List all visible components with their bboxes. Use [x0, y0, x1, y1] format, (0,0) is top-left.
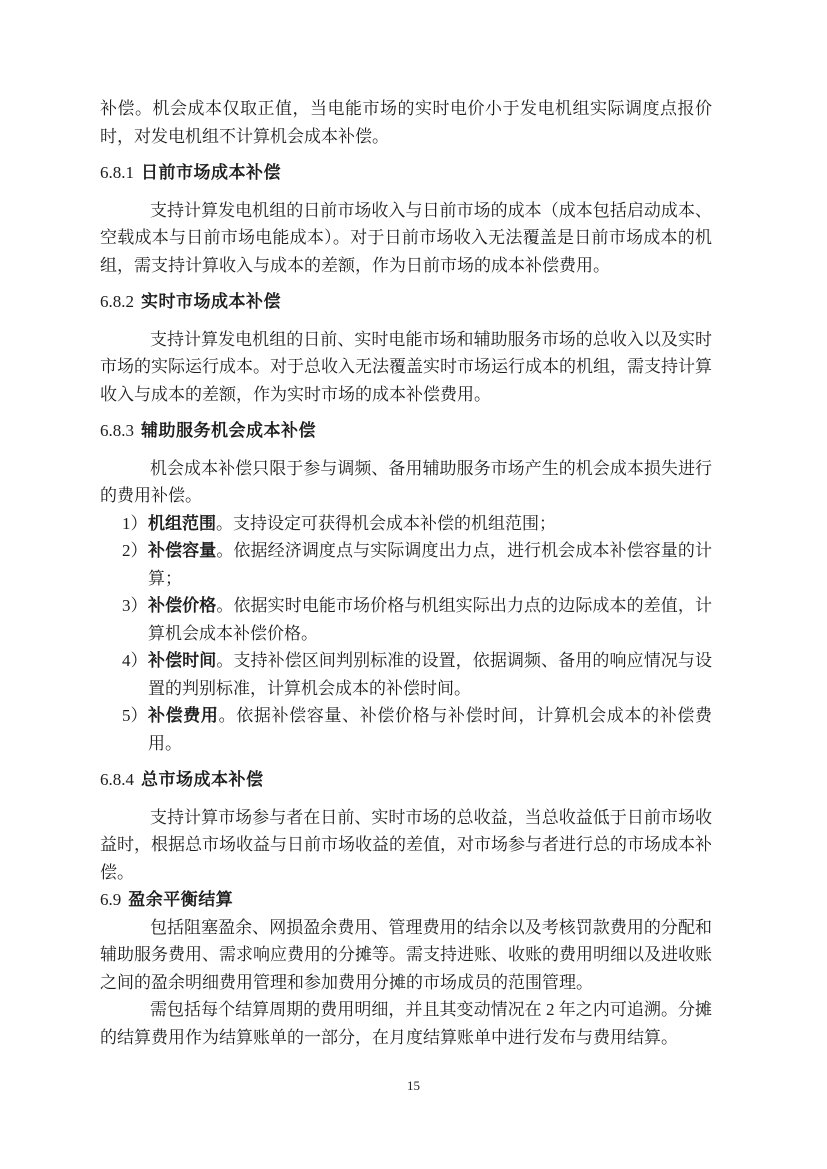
section-number: 6.8.3 [100, 421, 134, 440]
section-heading-6-8-4 [100, 766, 712, 794]
document-content [100, 95, 712, 1051]
list-item-term: 补偿费用 [148, 706, 219, 725]
list-item-text: 。依据补偿容量、补偿价格与补偿时间，计算机会成本的补偿费用。 [148, 706, 713, 753]
section-heading-6-8-3 [100, 417, 712, 445]
list-item-number: 3） [122, 596, 148, 615]
section-number: 6.9 [100, 890, 122, 909]
list-item-text: 。依据经济调度点与实际调度出力点，进行机会成本补偿容量的计算； [148, 541, 712, 588]
list-item-number: 5） [122, 706, 148, 725]
section-6-9-paragraph-1: 包括阻塞盈余、网损盈余费用、管理费用的结余以及考核罚款费用的分配和辅助服务费用、需求响应费用的分摊等。需支持进账、收账的费用明细以及进收账之间的盈余明细费用管理和参加费用分摊的市场成员的范围管理。 [100, 917, 712, 992]
list-item-term: 补偿价格 [148, 596, 217, 615]
section-title: 总市场成本补偿 [141, 770, 264, 789]
intro-paragraph: 补偿。机会成本仅取正值，当电能市场的实时电价小于发电机组实际调度点报价时，对发电机组不计算机会成本补偿。 [100, 99, 712, 146]
list-item [100, 702, 712, 757]
list-item [100, 537, 712, 592]
list-item [100, 510, 712, 538]
list-item [100, 592, 712, 647]
section-number: 6.8.4 [100, 770, 134, 789]
list-item-number: 4） [122, 651, 148, 670]
list-item-number: 1） [122, 513, 148, 533]
page-number: 15 [407, 1078, 420, 1093]
list-item-text: 。依据实时电能市场价格与机组实际出力点的边际成本的差值，计算机会成本补偿价格。 [148, 596, 712, 643]
section-heading-6-8-2 [100, 288, 712, 316]
section-6-8-4-paragraph: 支持计算市场参与者在日前、实时市场的总收益，当总收益低于日前市场收益时，根据总市场收益与日前市场收益的差值，对市场参与者进行总的市场成本补偿。 [100, 807, 712, 882]
section-6-8-1-paragraph: 支持计算发电机组的日前市场收入与日前市场的成本（成本包括启动成本、空载成本与日前市场电能成本）。对于日前市场收入无法覆盖是日前市场成本的机组，需支持计算收入与成本的差额，作为日前市场的成本补偿费用。 [100, 200, 712, 275]
section-title: 日前市场成本补偿 [141, 163, 281, 182]
page-footer [0, 1078, 827, 1094]
section-title: 盈余平衡结算 [128, 890, 234, 909]
list-item [100, 647, 712, 702]
section-6-9-paragraph-2: 需包括每个结算周期的费用明细，并且其变动情况在 2 年之内可追溯。分摊的结算费用作为结算账单的一部分，在月度结算账单中进行发布与费用结算。 [100, 1000, 712, 1047]
section-6-8-3-paragraph: 机会成本补偿只限于参与调频、备用辅助服务市场产生的机会成本损失进行的费用补偿。 [100, 458, 712, 505]
list-item-term: 补偿容量 [148, 541, 217, 560]
numbered-list [100, 510, 712, 758]
section-heading-6-8-1 [100, 159, 712, 187]
section-number: 6.8.1 [100, 163, 134, 182]
list-item-number: 2） [122, 541, 148, 560]
section-title: 辅助服务机会成本补偿 [141, 421, 316, 440]
list-item-text: 。支持补偿区间判别标准的设置，依据调频、备用的响应情况与设置的判别标准，计算机会成本的补偿时间。 [148, 651, 712, 698]
list-item-term: 补偿时间 [148, 651, 217, 670]
list-item-term: 机组范围 [148, 513, 216, 533]
list-item-text: 。支持设定可获得机会成本补偿的机组范围； [216, 513, 556, 533]
section-heading-6-9 [100, 886, 712, 914]
section-number: 6.8.2 [100, 292, 134, 311]
section-title: 实时市场成本补偿 [141, 292, 281, 311]
section-6-8-2-paragraph: 支持计算发电机组的日前、实时电能市场和辅助服务市场的总收入以及实时市场的实际运行成本。对于总收入无法覆盖实时市场运行成本的机组，需支持计算收入与成本的差额，作为实时市场的成本补偿费用。 [100, 329, 712, 404]
